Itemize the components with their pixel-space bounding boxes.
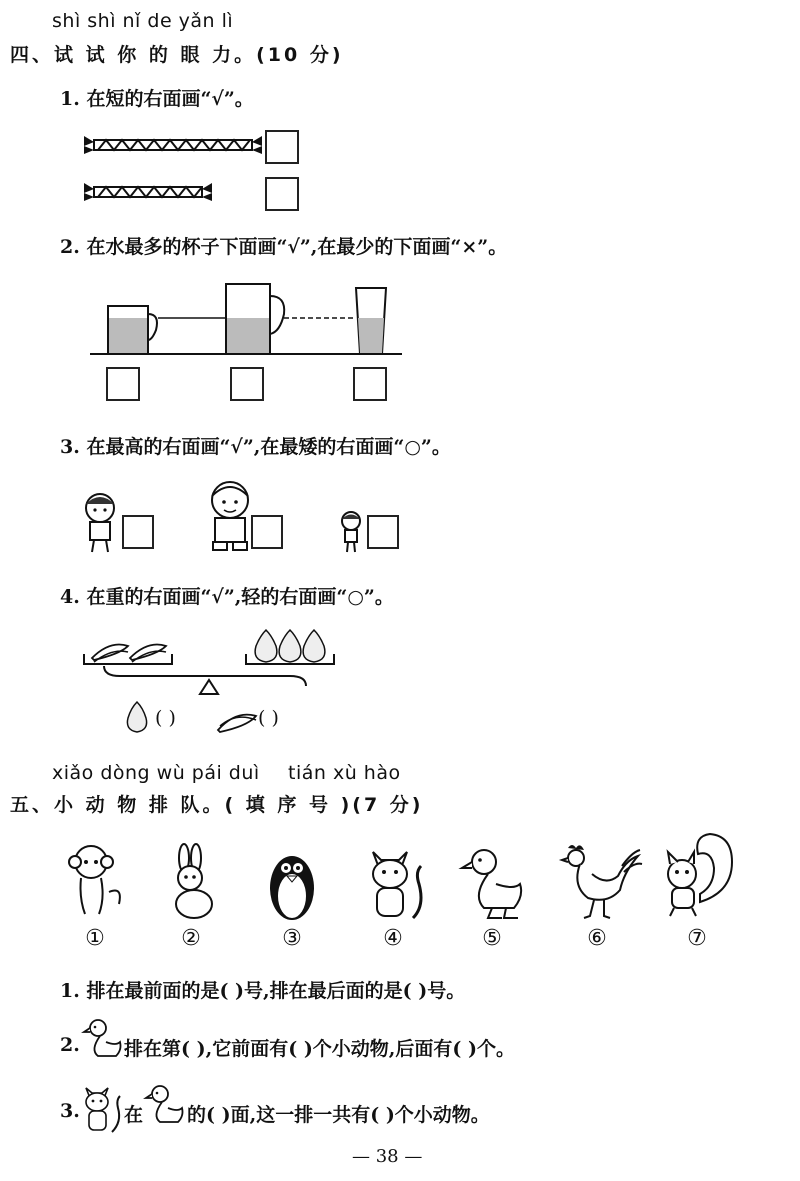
q4-answer-light[interactable]: ( ) <box>155 707 176 729</box>
child-tall-icon <box>205 478 255 554</box>
duck-icon <box>462 846 526 920</box>
animal-number-1: ① <box>85 926 105 951</box>
rooster-icon <box>562 842 642 922</box>
cups-illustration <box>80 280 410 360</box>
duck-icon <box>84 1018 124 1062</box>
q3-instruction: 3. 在最高的右面画“√”,在最矮的右面画“○”。 <box>60 436 451 458</box>
banana-icon <box>92 645 166 663</box>
animal-number-4: ④ <box>383 926 403 951</box>
pear-icon <box>255 630 325 662</box>
q2-answer-box-2[interactable] <box>230 367 264 401</box>
q2-answer-box-1[interactable] <box>106 367 140 401</box>
s5-q2-text: 排在第( ),它前面有( )个小动物,后面有( )个。 <box>124 1038 516 1060</box>
q1-answer-box-1[interactable] <box>265 130 299 164</box>
page-number: — 38 — <box>352 1146 423 1167</box>
banana-icon <box>216 704 260 734</box>
s5-q3-mid: 在 <box>124 1104 144 1126</box>
rope-short-icon <box>84 183 214 203</box>
rope-long-icon <box>84 136 264 156</box>
q1-answer-box-2[interactable] <box>265 177 299 211</box>
cup-icon-3 <box>356 288 386 354</box>
cat-icon <box>365 846 425 922</box>
child-short-icon <box>340 510 362 554</box>
s5-q2-number: 2. <box>60 1034 80 1056</box>
rabbit-icon <box>162 844 222 922</box>
pear-icon <box>124 700 150 734</box>
balance-scale-illustration <box>80 624 340 700</box>
cat-icon <box>82 1084 124 1134</box>
s5-q1-text: 1. 排在最前面的是( )号,排在最后面的是( )号。 <box>60 980 466 1002</box>
q4-instruction: 4. 在重的右面画“√”,轻的右面画“○”。 <box>60 586 394 608</box>
s5-q3-number: 3. <box>60 1100 80 1122</box>
animal-number-7: ⑦ <box>687 926 707 951</box>
animal-number-6: ⑥ <box>587 926 607 951</box>
cup-icon-1 <box>108 306 157 354</box>
cup-icon-2 <box>226 284 284 354</box>
section5-title: 五、小 动 物 排 队。( 填 序 号 )(7 分) <box>10 794 424 816</box>
section4-title: 四、试 试 你 的 眼 力。(10 分) <box>10 44 344 66</box>
q1-instruction: 1. 在短的右面画“√”。 <box>60 88 254 110</box>
monkey-icon <box>65 842 125 922</box>
q2-instruction: 2. 在水最多的杯子下面画“√”,在最少的下面画“×”。 <box>60 236 508 258</box>
animal-number-5: ⑤ <box>482 926 502 951</box>
q2-answer-box-3[interactable] <box>353 367 387 401</box>
penguin-icon <box>266 846 318 922</box>
section5-pinyin-left: xiǎo dòng wù pái duì <box>52 762 260 784</box>
section5-pinyin-right: tián xù hào <box>288 762 401 784</box>
animal-number-3: ③ <box>282 926 302 951</box>
section4-pinyin: shì shì nǐ de yǎn lì <box>52 10 234 32</box>
animal-number-2: ② <box>181 926 201 951</box>
squirrel-icon <box>660 832 738 922</box>
duck-icon <box>146 1084 186 1130</box>
q3-answer-box-3[interactable] <box>367 515 399 549</box>
child-medium-icon <box>80 490 120 554</box>
q4-answer-heavy[interactable]: ( ) <box>258 707 279 729</box>
s5-q3-text: 的( )面,这一排一共有( )个小动物。 <box>187 1104 490 1126</box>
q3-answer-box-1[interactable] <box>122 515 154 549</box>
q3-answer-box-2[interactable] <box>251 515 283 549</box>
